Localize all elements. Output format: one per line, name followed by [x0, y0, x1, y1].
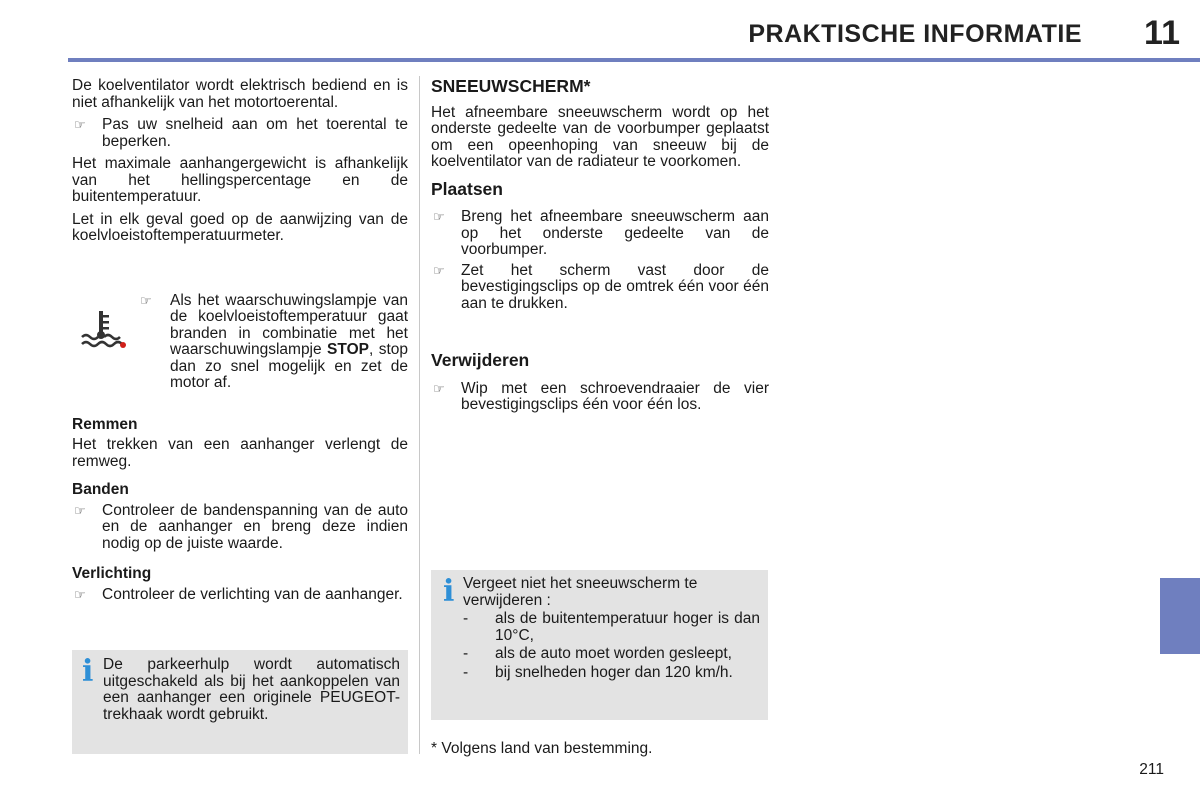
reminder-item: - als de auto moet worden gesleept, [463, 645, 732, 662]
chapter-tab [1160, 578, 1200, 654]
pointing-hand-icon: ☞ [433, 209, 445, 224]
bullet-text: Breng het afneembare sneeuwscherm aan op het onderste gedeelte van de voorbumper. [461, 208, 769, 258]
reminder-item: - als de buitentemperatuur hoger is dan 10°C, [463, 610, 760, 644]
pointing-hand-icon: ☞ [433, 380, 445, 396]
bullet-text: Controleer de verlichting van de aanhanger. [102, 585, 403, 603]
bullet-plaatsen-2 [431, 263, 769, 313]
bullet-plaatsen-1 [431, 209, 769, 259]
heading-plaatsen: Plaatsen [431, 178, 503, 199]
reminder-content [463, 576, 760, 683]
chapter-number: 11 [1144, 14, 1180, 52]
left-column [72, 78, 408, 609]
heading-banden: Banden [72, 481, 129, 498]
paragraph-remmen: Het trekken van een aanhanger verlengt de remweg. [72, 436, 408, 470]
info-box-parking-aid [72, 650, 408, 754]
info-icon: i [443, 574, 455, 609]
info-icon: i [82, 654, 94, 689]
paragraph-trailer-weight: Het maximale aanhangergewicht is afhankelijk van het hellingspercentage en de buitentemperatuur. [72, 155, 408, 205]
section-title: PRAKTISCHE INFORMATIE [748, 20, 1082, 48]
pointing-hand-icon: ☞ [74, 586, 86, 602]
page-number: 211 [1139, 761, 1164, 778]
bullet-text: Pas uw snelheid aan om het toerental te beperken. [102, 116, 408, 150]
info-text: De parkeerhulp wordt automatisch uitgeschakeld als bij het aankoppelen van een aanhanger een originele PEUGEOT-trekhaak wordt gebruikt. [103, 656, 400, 723]
heading-verlichting: Verlichting [72, 565, 152, 582]
pointing-hand-icon: ☞ [433, 262, 445, 278]
pointing-hand-icon: ☞ [74, 502, 86, 518]
coolant-temperature-icon [78, 307, 126, 355]
bullet-text: Wip met een schroevendraaier de vier bevestigingsclips één voor één los. [461, 379, 769, 413]
coolant-warning [72, 293, 408, 403]
bullet-verwijderen [431, 381, 769, 414]
stop-label: STOP [327, 341, 369, 358]
paragraph-cooling-fan: De koelventilator wordt elektrisch bediend en is niet afhankelijk van het motortoerental. [72, 77, 408, 111]
bullet-speed [72, 117, 408, 150]
bullet-banden [72, 503, 408, 553]
footnote: * Volgens land van bestemming. [431, 740, 653, 757]
reminder-item: - bij snelheden hoger dan 120 km/h. [463, 663, 733, 681]
paragraph-coolant-gauge: Let in elk geval goed op de aanwijzing van de koelvloeistoftemperatuurmeter. [72, 210, 408, 244]
bullet-text: Zet het scherm vast door de bevestigingsclips op de omtrek één voor één aan te drukken. [461, 261, 769, 312]
paragraph-sneeuwscherm: Het afneembare sneeuwscherm wordt op het onderste gedeelte van de voorbumper geplaatst om een opeenhoping van sneeuw bij de koelventilator van de radiateur te voorkomen. [431, 103, 769, 170]
heading-remmen: Remmen [72, 415, 138, 433]
bullet-verlichting [72, 587, 408, 604]
pointing-hand-icon: ☞ [140, 292, 152, 308]
pointing-hand-icon: ☞ [74, 117, 86, 132]
heading-sneeuwscherm: SNEEUWSCHERM* [431, 76, 591, 96]
reminder-intro: Vergeet niet het sneeuwscherm te verwijderen : [463, 575, 698, 609]
bullet-text: Controleer de bandenspanning van de auto en de aanhanger en breng deze indien nodig op de juiste waarde. [102, 501, 408, 552]
column-divider [419, 76, 420, 754]
header-rule [68, 58, 1200, 62]
heading-verwijderen: Verwijderen [431, 350, 530, 370]
right-column [431, 78, 769, 420]
warning-text: ☞ Als het waarschuwingslampje van de koelvloeistoftemperatuur gaat branden in combinatie met het waarschuwingslampje STOP, stop dan zo snel mogelijk en zet de motor af. [140, 291, 408, 391]
info-box-remove-reminder [431, 570, 768, 720]
